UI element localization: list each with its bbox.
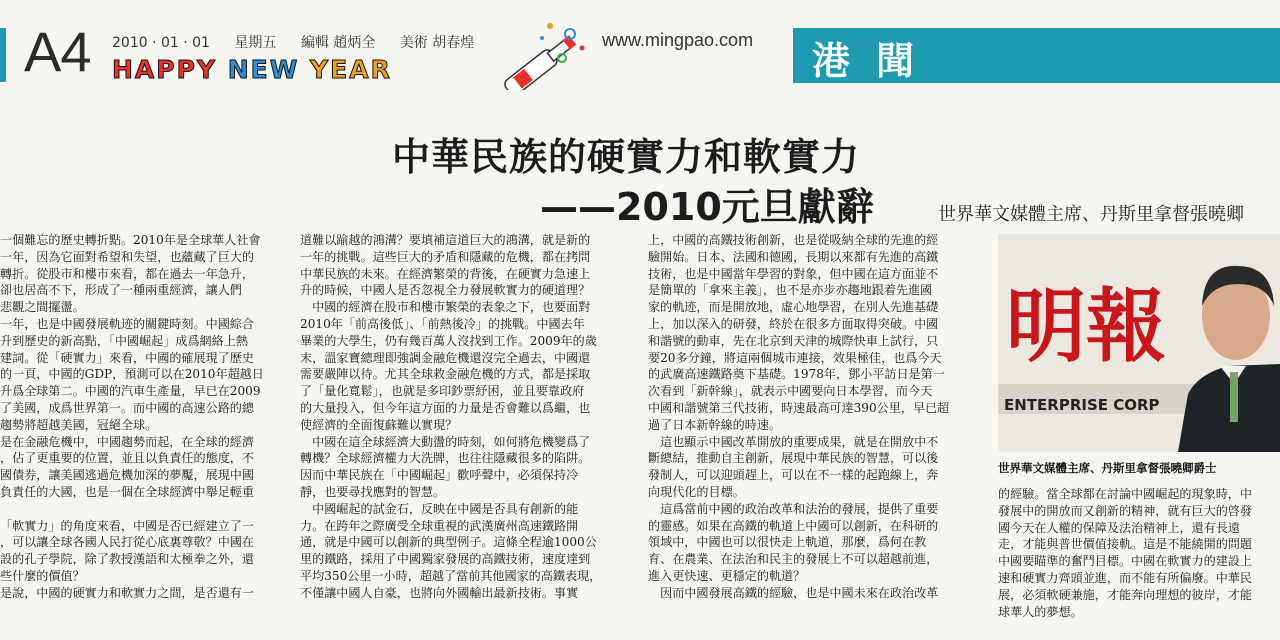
text-line: 國今天在人權的保障及法治精神上，還有長遠 [998,520,1240,535]
text-line: 道難以踰越的鴻溝？要填補這道巨大的鴻溝，就是新的 [300,233,591,247]
hny-word-new: NEW [227,55,300,84]
text-line: 些什麼的價值？ [0,568,85,583]
text-line: 「軟實力」的角度來看，中國是否已經建立了一 [0,518,254,533]
text-line: 悲觀之間擺盪。 [0,300,85,315]
text-line: 驗開始。日本、法國和德國，長期以來都有先進的高鐵 [648,249,939,264]
byline: 世界華文媒體主席、丹斯里拿督張曉卿 [938,204,1244,225]
text-line: 走，才能與普世價值接軌。這是不能繞開的問題 [998,537,1252,552]
text-line: 中華民族的未來。在經濟繁榮的背後，在硬實力急速上 [300,266,591,281]
text-line: 設的孔子學院，除了教授漢語和太極拳之外，還 [0,552,254,567]
website-url: www.mingpao.com [602,30,754,50]
text-line: 建詞。從「硬實力」來看，中國的確展現了歷史 [0,350,254,365]
section-title: 港聞 [812,39,941,83]
text-line: 負責任的大國，也是一個在全球經濟中舉足輕重 [0,484,254,499]
happy-new-year-banner [112,55,392,84]
text-line: 使經濟的全面復蘇難以實現？ [300,417,458,432]
article-column-2 [300,232,630,640]
text-line: 次看到「新幹線」，就表示中國要向日本學習，而今天 [648,384,933,399]
text-line: 一年，因為它面對希望和失望，也蘊藏了巨大的 [0,249,254,264]
text-line: 速和硬實力齊頭並進，而不能有所偏廢。中華民 [998,570,1252,585]
article-column-4 [998,486,1280,640]
text-line: 發展中的開放而又創新的精神，就有巨大的啓發 [998,503,1252,518]
text-line: 力。在跨年之際廣受全球重視的武漢廣州高速鐵路開 [300,518,579,533]
sign-english-text: ENTERPRISE CORP [1004,396,1160,414]
issue-date: 2010 · 01 · 01 [112,35,210,51]
text-line: 斷總結，推動自主創新，展現中華民族的智慧，可以後 [648,451,939,466]
photo-illustration [998,234,1280,452]
text-line: 進入更快速、更穩定的軌道？ [648,568,806,583]
text-line: 的經驗。當全球都在討論中國崛起的現象時，中 [998,487,1252,501]
text-line: 發制人，可以迎頭趕上，可以在不一樣的起跑線上，奔 [648,468,939,483]
text-line: 的大量投入，但今年這方面的力量是否會難以爲繼，也 [300,400,591,415]
text-line: 是說，中國的硬實力和軟實力之間，是否還有一 [0,585,254,600]
text-line: 國債券，讓美國逃過危機加深的夢魘，展現中國 [0,468,254,483]
text-line: 展，必須軟硬兼施，才能奔向理想的彼岸，才能 [998,587,1252,602]
issue-meta [112,32,494,52]
text-line: 里的鐵路，採用了中國獨家發展的高鐵技術，速度達到 [300,552,591,567]
editor-credit: 編輯 趙炳全 [300,35,376,51]
text-line: 中國要瞄準的奮鬥目標。中國在軟實力的建設上 [998,554,1252,569]
text-line: 了美國，成爲世界第一。而中國的高速公路的總 [0,400,254,415]
text-line [0,501,282,518]
text-line: 技術，也是中國當年學習的對象，但中國在這方面並不 [648,266,939,281]
text-line: 一年的挑戰。這些巨大的矛盾和隱藏的危機，都在拷問 [300,249,591,264]
page-number: A4 [24,20,91,83]
text-line: 領域中，中國也可以很快走上軌道，那麼，爲何在教 [648,535,927,550]
text-line: 球華人的夢想。 [998,604,1083,619]
issue-weekday: 星期五 [234,35,277,51]
text-line: 這也顯示中國改革開放的重要成果，就是在開放中不 [648,434,939,449]
text-line: 轉機？全球經濟權力大洗牌，也往往隱藏很多的陷阱。 [300,451,591,466]
text-line: 中國和諧號第三代技術，時速最高可達390公里，早已超 [648,400,950,415]
text-line: 不僅讓中國人自豪，也將向外國輸出最新技術。事實 [300,585,579,600]
text-line: 2010年「前高後低」、「前熱後冷」的挑戰。中國去年 [300,316,585,331]
text-line: 因而中國發展高鐵的經驗，也是中國未來在政治改革 [648,585,939,600]
text-line: 和諧號的動車，先在北京到天津的城際快車上試行，只 [648,333,939,348]
text-line: 中國崛起的試金石，反映在中國是否具有創新的能 [300,501,579,516]
text-line: 中國的經濟在股市和樓市繁榮的表象之下，也要面對 [300,300,591,315]
text-line: ，佔了更重要的位置，並且以負責任的態度，不 [0,451,254,466]
text-line: 末，溫家寶總理即強調金融危機還沒完全過去，中國還 [300,350,591,365]
text-line: 卻也居高不下，形成了一種兩重經濟，讓人們 [0,283,242,298]
text-line: 通，就是中國可以創新的典型例子。這條全程逾1000公 [300,535,597,550]
hny-word-year: YEAR [310,55,392,84]
text-line: 升到歷史的新高點，「中國崛起」成爲網絡上熱 [0,333,248,348]
hny-word-happy: HAPPY [112,55,218,84]
text-line: 一年，也是中國發展軌迹的關鍵時刻。中國綜合 [0,316,254,331]
headline: 中華民族的硬實力和軟實力 [392,135,861,179]
portrait-photo [998,234,1280,452]
text-line: 一個難忘的歷史轉折點。2010年是全球華人社會 [0,233,261,247]
text-line: 靜，也要尋找應對的智慧。 [300,484,446,499]
text-line: 這爲當前中國的政治改革和法治的發展，提供了重要 [648,501,939,516]
text-line: 轉折。從股市和樓市來看，都在過去一年急升， [0,266,254,281]
text-line: 上，中國的高鐵技術創新，也是從吸納全球的先進的經 [648,233,939,247]
text-line: 平均350公里一小時，超越了當前其他國家的高鐵表現， [300,568,602,583]
text-line: 家的軌迹，而是開放地，虛心地學習，在別人先進基礎 [648,300,939,315]
text-line: 育、在農業、在法治和民主的發展上不可以超越前進， [648,552,939,567]
champagne-bottle-icon [490,18,590,90]
article-column-1 [0,232,282,640]
text-line: 趨勢將超越美國，冠絕全球。 [0,417,158,432]
article-column-3 [648,232,980,640]
text-line: 上，加以深入的研發，終於在很多方面取得突破。中國 [648,316,939,331]
text-line: 升的時候，中國人是否忽視全力發展軟實力的硬道理？ [300,283,591,298]
sign-characters: 明報 [1006,279,1166,373]
text-line: 的武廣高速鐵路奠下基礎。1978年，鄧小平訪日是第一 [648,367,945,382]
text-line: 畢業的大學生，仍有幾百萬人沒找到工作。2009年的歲 [300,333,597,348]
text-line: 因而中華民族在「中國崛起」歡呼聲中，必須保持冷 [300,468,579,483]
art-credit: 美術 胡春煌 [399,35,475,51]
text-line: 是在金融危機中，中國趨勢而起，在全球的經濟 [0,434,254,449]
text-line: 升爲全球第二。中國的汽車生產量，早已在2009 [0,384,261,399]
text-line: 向現代化的目標。 [648,484,745,499]
section-color-strip [0,28,6,82]
text-line: 過了日本新幹線的時速。 [648,417,782,432]
text-line: 是簡單的「拿來主義」，也不是亦步亦趨地跟着先進國 [648,283,933,298]
text-line: 的靈感。如果在高鐵的軌道上中國可以創新，在科研的 [648,518,939,533]
headline-subtitle: ——2010元旦獻辭 [540,185,874,229]
text-line: 了「量化寬鬆」，也就是多印鈔票紓困，並且要靠政府 [300,384,585,399]
text-line: 中國在這全球經濟大動盪的時刻，如何將危機變爲了 [300,434,591,449]
text-line: 需要嚴陣以待。尤其全球救金融危機的方式，都是採取 [300,367,591,382]
photo-caption: 世界華文媒體主席、丹斯里拿督張曉卿爵士 [998,461,1217,475]
text-line: 要20多分鐘，將這兩個城市連接，效果極佳，也爲今天 [648,350,942,365]
text-line: ，可以讓全球各國人民打從心底裏尊敬？中國在 [0,535,254,550]
text-line: 的一頁，中國的GDP，預測可以在2010年超越日 [0,367,264,382]
